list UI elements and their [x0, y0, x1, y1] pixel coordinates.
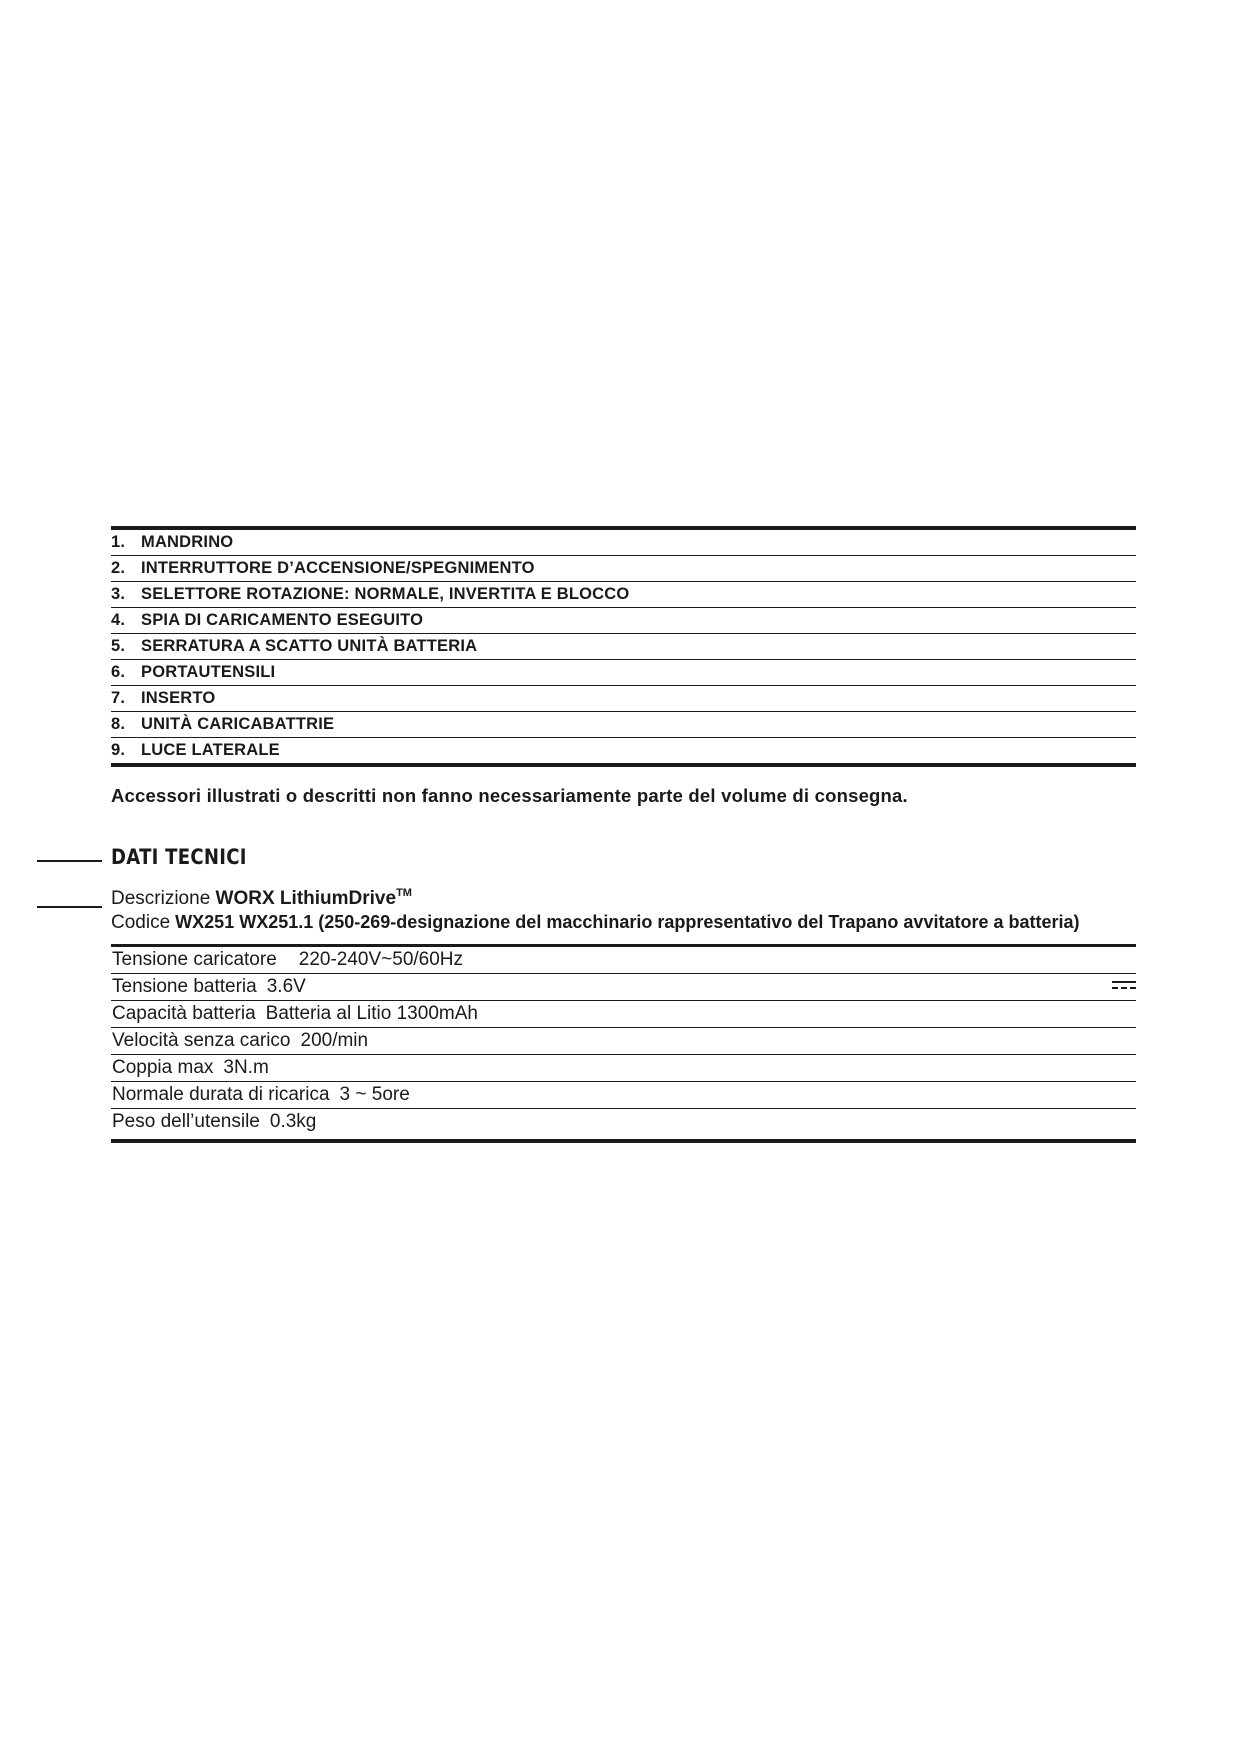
trademark-mark: TM [396, 887, 412, 899]
table-row [111, 1109, 1136, 1135]
spec-value: 3 ~ 5ore [339, 1084, 410, 1105]
table-row [111, 1001, 1136, 1027]
item-label: INTERRUTTORE D’ACCENSIONE/SPEGNIMENTO [141, 559, 535, 577]
list-item [111, 660, 1136, 685]
item-label: LUCE LATERALE [141, 741, 280, 759]
item-number: 2. [111, 559, 126, 577]
description-label: Descrizione [111, 888, 211, 909]
spec-label: Capacità batteria [112, 1003, 256, 1024]
list-item [111, 712, 1136, 737]
item-label: SERRATURA A SCATTO UNITÀ BATTERIA [141, 637, 478, 655]
spec-label: Tensione caricatore [112, 949, 277, 970]
table-row [111, 974, 1136, 1000]
item-number: 3. [111, 585, 126, 603]
list-item [111, 582, 1136, 607]
item-number: 5. [111, 637, 126, 655]
list-item [111, 686, 1136, 711]
section-title: DATI TECNICI [111, 845, 247, 869]
spec-label: Coppia max [112, 1057, 214, 1078]
item-label: INSERTO [141, 689, 216, 707]
table-row [111, 1082, 1136, 1108]
description-marker-bar [37, 906, 102, 908]
spec-label: Tensione batteria [112, 976, 257, 997]
item-label: PORTAUTENSILI [141, 663, 276, 681]
item-number: 4. [111, 611, 126, 629]
code-label: Codice [111, 912, 171, 933]
accessories-note: Accessori illustrati o descritti non fanno necessariamente parte del volume di consegna. [111, 785, 908, 806]
product-identification [111, 881, 1136, 934]
item-number: 7. [111, 689, 126, 707]
item-label: SELETTORE ROTAZIONE: NORMALE, INVERTITA E BLOCCO [141, 585, 630, 603]
spec-label: Velocità senza carico [112, 1030, 291, 1051]
code-value: WX251 WX251.1 (250-269-designazione del macchinario rappresentativo del Trapano avvitatore a batteria) [175, 912, 1080, 932]
list-item [111, 608, 1136, 633]
list-item [111, 530, 1136, 555]
item-label: UNITÀ CARICABATTRIE [141, 715, 335, 733]
item-label: SPIA DI CARICAMENTO ESEGUITO [141, 611, 424, 629]
list-item [111, 634, 1136, 659]
table-bottom-rule [111, 1139, 1136, 1143]
spec-value: 0.3kg [269, 1111, 317, 1132]
item-number: 9. [111, 741, 126, 759]
parts-list [111, 526, 1136, 767]
table-row [111, 1028, 1136, 1054]
description-value: WORX LithiumDrive [215, 888, 397, 909]
code-line [111, 911, 1136, 934]
dc-symbol-icon [1112, 978, 1136, 990]
item-number: 6. [111, 663, 126, 681]
spec-label: Peso dell’utensile [112, 1111, 260, 1132]
list-item [111, 738, 1136, 763]
item-number: 8. [111, 715, 126, 733]
spec-value: 220-240V~50/60Hz [298, 949, 464, 970]
table-row [111, 1055, 1136, 1081]
specs-table [111, 944, 1136, 1143]
table-row [111, 947, 1136, 973]
item-number: 1. [111, 533, 126, 551]
spec-value: 200/min [300, 1030, 369, 1051]
spec-value: Batteria al Litio 1300mAh [265, 1003, 478, 1024]
spec-label: Normale durata di ricarica [112, 1084, 330, 1105]
document-content [111, 526, 1136, 1143]
item-label: MANDRINO [141, 533, 234, 551]
list-item [111, 556, 1136, 581]
description-line [111, 881, 1136, 911]
bottom-rule [111, 763, 1136, 767]
spec-value: 3N.m [223, 1057, 269, 1078]
section-marker-bar [37, 860, 102, 862]
spec-value: 3.6V [266, 976, 306, 997]
